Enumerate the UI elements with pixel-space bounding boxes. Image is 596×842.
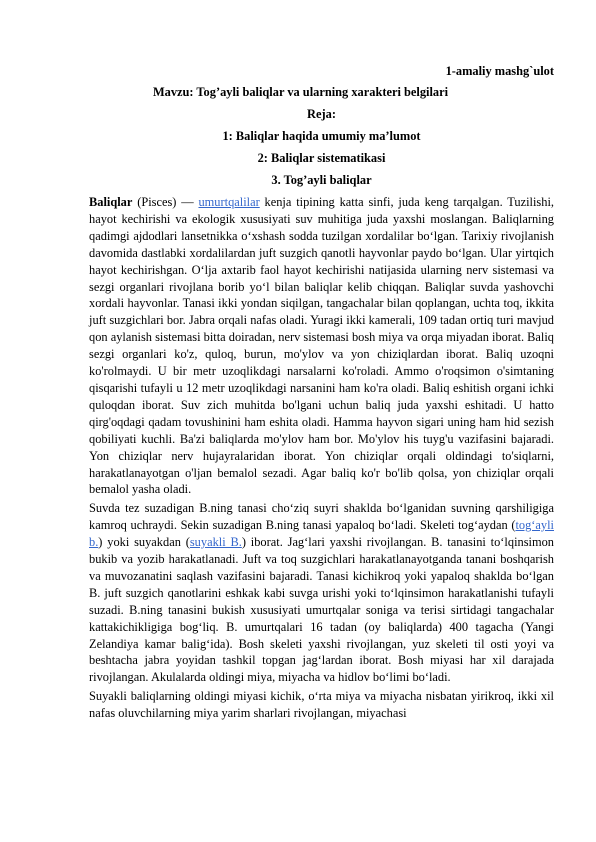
document-page xyxy=(89,62,554,724)
link-umurtqalilar[interactable]: umurtqalilar xyxy=(198,195,260,209)
paragraph-intro xyxy=(89,194,554,498)
term-baliqlar: Baliqlar xyxy=(89,195,133,209)
swim-text-3: ) iborat. Jagʻlari yaxshi rivojlangan. B. tanasini toʻlqinsimon bukib va yozib harakatlanadi. Juft va toq suzgichlari harakatlanayotganda tanani boshqarish va muvozanatini saqlash vazifasini bajaradi. Tanasi kichikroq yoki yapaloq shaklda boʻlgan B. juft suzgich qanotlarini eshkak kabi suvga urishi yoki toʻlqinsimon harakatlanishi tufayli suzadi. B.ning tanasini bukish xususiyati umurtqalar soniga va terisi sirtidagi tangachalar kattakichikligiga bogʻliq. B. umurtqalari 16 tadan (oy baliqlarda) 400 tagacha (Yangi Zelandiya kamar baligʻida). Bosh skeleti yaxshi rivojlangan, yuz skeleti til osti yoyi va beshtacha jabra yoyidan tashkil topgan jagʻlardan iborat. Bosh miyasi har xil darajada rivojlangan. Akulalarda oldingi miya, miyacha va hidlov boʻlimi boʻladi. xyxy=(89,535,554,685)
link-togayli[interactable]: togʻayli b. xyxy=(89,518,554,550)
swim-text-2: ) yoki suyakdan ( xyxy=(98,535,190,550)
swim-text-1: Suvda tez suzadigan B.ning tanasi choʻziq suyri shaklda boʻlganidan suvning qarshiligiga kamroq uchraydi. Sekin suzadigan B.ning tanasi yapaloq boʻladi. Skeleti togʻaydan ( xyxy=(89,501,554,533)
link-suyakli[interactable]: suyakli B. xyxy=(189,535,242,550)
plan-title: Reja: xyxy=(307,107,336,121)
intro-text: kenja tipining katta sinfi, juda keng tarqalgan. Tuzilishi, hayot kechirishi va ekologik xususiyati suv muhitiga juda yaxshi moslangan. Baliqlarning qadimgi ajdodlari lansetnikka oʻxshash sodda tuzilgan xordalilar boʻlgan. Tarixiy rivojlanish davomida dastlabki xordalilardan juft suzgich qanotli hayvonlar paydo boʻlgan. Ular yirtqich hayot kechirishgan. Oʻlja axtarib faol hayot kechirishi natijasida ularning nerv sistemasi va sezgi organlari rivojlana borib yoʻl bilan baliqlar kelib chiqqan. Baliqlar suvda yashovchi xordali hayvonlar. Tanasi ikki yondan siqilgan, tangachalar bilan qoplangan, uchta toq, ikkita juft suzgichlari bor. Jabra orqali nafas oladi. Yuragi ikki kamerali, 109 tadan ortiq turi mavjud qon aylanish sistemasi bitta doiradan, nerv sistemasi bosh miya va orqa miyadan iborat. Baliq sezgi organlari ko'z, quloq, burun, mo'ylov va yon chiziqlardan iborat. Baliq uzoqni ko'rolmaydi. U bir metr uzoqlikdagi narsalarni ko'roladi. Ammo o'roqsimon o'simtaning qisqarishi tufayli u 12 metr uzoqlikdagi narsanini ham ko'ra oladi. Baliq eshitish organi ichki quloqdan iborat. Suv zich muhitda bo'lgani uchun baliq juda yaxshi eshitadi. U hatto qirg'oqdagi qadam tovushinini ham eshita oladi. Hamma hayvon sigari uning ham hid sezish qobiliyati kuchli. Ba'zi baliqlarda mo'ylov ham bor. Mo'ylov his tuyg'u vazifasini bajaradi. Yon chiziqlar nerv hujayralaridan iborat. Yon chiziqlar orqali oldindagi to'siqlarni, harakatlanayotgan o'ljan bemalol sezadi. Agar baliq ko'r bo'lib qolsa, yon chiziqlar orqali bemalol yasha oladi. xyxy=(89,195,554,497)
topic-title: Mavzu: Tog’ayli baliqlar va ularning xarakteri belgilari xyxy=(152,85,449,99)
latin-name: (Pisces) — xyxy=(132,195,199,209)
plan-item-3: 3. Tog’ayli baliqlar xyxy=(271,173,372,187)
plan-item-2: 2: Baliqlar sistematikasi xyxy=(257,151,386,165)
lab-number: 1-amaliy mashg`ulot xyxy=(445,64,554,78)
paragraph-brain: Suyakli baliqlarning oldingi miyasi kichik, oʻrta miya va miyacha nisbatan yirikroq, ikki xil nafas oluvchilarning miya yarim sharlari rivojlangan, miyachasi xyxy=(89,689,554,721)
plan-item-1: 1: Baliqlar haqida umumiy ma’lumot xyxy=(222,129,421,143)
paragraph-swimming xyxy=(89,500,554,686)
